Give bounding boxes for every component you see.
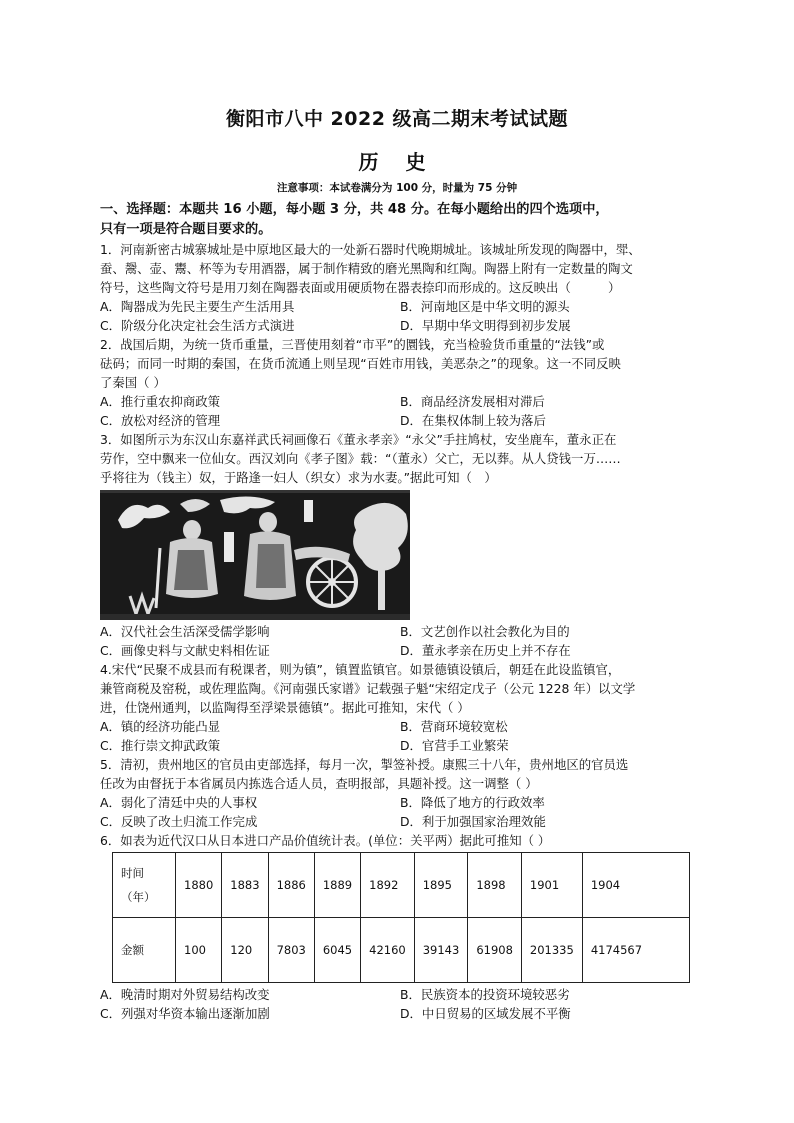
table-header-cell: 金额 [113, 918, 176, 983]
option-b[interactable]: B．商品经济发展相对滞后 [400, 394, 545, 409]
table-cell: 7803 [268, 918, 314, 983]
table-cell: 1883 [222, 853, 268, 918]
table-row [113, 853, 690, 918]
table-cell: 61908 [468, 918, 522, 983]
question-5 [100, 755, 700, 831]
question-line: 劳作，空中飘来一位仙女。西汉刘向《孝子图》载：“（董永）父亡，无以葬。从人贷钱一万…… [100, 451, 621, 466]
table-cell: 1895 [414, 853, 468, 918]
option-c[interactable]: C．阶级分化决定社会生活方式演进 [100, 318, 295, 333]
table-cell: 201335 [521, 918, 582, 983]
options [100, 297, 700, 335]
table-cell: 4174567 [582, 918, 689, 983]
option-d[interactable]: D．官营手工业繁荣 [400, 738, 509, 753]
table-cell: 1898 [468, 853, 522, 918]
question-3 [100, 430, 700, 660]
question-line: 了秦国（ ） [100, 375, 166, 390]
table-cell: 1901 [521, 853, 582, 918]
question-4 [100, 660, 700, 755]
question-line: 5．清初，贵州地区的官员由吏部选择，每月一次，掣签补授。康熙三十八年，贵州地区的官员选 [100, 757, 629, 772]
section-heading-line: 只有一项是符合题目要求的。 [100, 222, 272, 237]
stone-relief-image [100, 490, 410, 620]
option-d[interactable]: D．早期中华文明得到初步发展 [400, 318, 571, 333]
option-b[interactable]: B．民族资本的投资环境较恶劣 [400, 987, 570, 1002]
import-value-table [112, 852, 690, 983]
table-cell: 1880 [176, 853, 222, 918]
question-line: 3．如图所示为东汉山东嘉祥武氏祠画像石《董永孝亲》“永父”手拄鸠杖，安坐鹿车，董永正在 [100, 432, 617, 447]
section-heading [100, 200, 700, 240]
options [100, 622, 700, 660]
option-d[interactable]: D．中日贸易的区域发展不平衡 [400, 1006, 571, 1021]
options [100, 717, 700, 755]
option-c[interactable]: C．画像史料与文献史料相佐证 [100, 643, 270, 658]
table-cell: 1892 [361, 853, 415, 918]
option-d[interactable]: D．董永孝亲在历史上并不存在 [400, 643, 571, 658]
question-line: 1．河南新密古城寨城址是中原地区最大的一处新石器时代晚期城址。该城址所发现的陶器中，斝、 [100, 242, 641, 257]
option-a[interactable]: A．弱化了清廷中央的人事权 [100, 795, 258, 810]
question-line: 4.宋代“民聚不成县而有税课者，则为镇”，镇置监镇官。如景德镇设镇后，朝廷在此设监镇官， [100, 662, 621, 677]
options [100, 392, 700, 430]
option-d[interactable]: D．在集权体制上较为落后 [400, 413, 546, 428]
table-cell: 6045 [314, 918, 360, 983]
option-c[interactable]: C．放松对经济的管理 [100, 413, 221, 428]
question-6 [100, 831, 700, 1023]
table-header-cell [113, 853, 176, 918]
table-cell: 1886 [268, 853, 314, 918]
option-c[interactable]: C．反映了改土归流工作完成 [100, 814, 258, 829]
option-c[interactable]: C．列强对华资本输出逐渐加剧 [100, 1006, 270, 1021]
options [100, 985, 700, 1023]
option-a[interactable]: A．晚清时期对外贸易结构改变 [100, 987, 270, 1002]
option-b[interactable]: B．营商环境较宽松 [400, 719, 508, 734]
question-1 [100, 240, 700, 335]
table-cell: 1889 [314, 853, 360, 918]
table-row [113, 918, 690, 983]
row-label-unit: （年） [121, 890, 156, 904]
question-line: 2．战国后期，为统一货币重量，三晋使用刻着“市平”的圜钱，充当检验货币重量的“法钱”或 [100, 337, 605, 352]
question-line: 6．如表为近代汉口从日本进口产品价值统计表。(单位：关平两）据此可推知（ ） [100, 833, 551, 848]
option-d[interactable]: D．利于加强国家治理效能 [400, 814, 546, 829]
exam-notice: 注意事项：本试卷满分为 100 分，时量为 75 分钟 [276, 182, 518, 194]
table-cell: 1904 [582, 853, 689, 918]
exam-content [100, 200, 700, 1023]
option-b[interactable]: B．河南地区是中华文明的源头 [400, 299, 570, 314]
question-line: 进，仕饶州通判，以监陶得至浮梁景德镇”。据此可推知，宋代（ ） [100, 700, 470, 715]
table-cell: 42160 [361, 918, 415, 983]
table-cell: 100 [176, 918, 222, 983]
row-label: 时间 [121, 866, 144, 880]
option-a[interactable]: A．汉代社会生活深受儒学影响 [100, 624, 270, 639]
question-line: 兼管商税及窑税，或佐理监陶。《河南强氏家谱》记载强子魁“宋绍定戊子（公元 1228 年）以文学 [100, 681, 636, 696]
table-cell: 39143 [414, 918, 468, 983]
section-heading-line: 一、选择题：本题共 16 小题，每小题 3 分，共 48 分。在每小题给出的四个选项中， [100, 202, 609, 217]
question-line: 蚕、鬶、壶、鬻、杯等为专用酒器，属于制作精致的磨光黑陶和红陶。陶器上附有一定数量的陶文 [100, 261, 633, 276]
question-line: 任改为由督抚于本省属员内拣选合适人员，查明报部，具题补授。这一调整（ ） [100, 776, 538, 791]
question-line: 符号，这些陶文符号是用刀刻在陶器表面或用硬质物在器表捺印而形成的。这反映出（ ） [100, 280, 621, 295]
option-a[interactable]: A．推行重农抑商政策 [100, 394, 220, 409]
question-line: 砝码；而同一时期的秦国，在货币流通上则呈现“百姓市用钱，美恶杂之”的现象。这一不同反映 [100, 356, 621, 371]
table-cell: 120 [222, 918, 268, 983]
question-2 [100, 335, 700, 430]
option-a[interactable]: A．陶器成为先民主要生产生活用具 [100, 299, 295, 314]
option-b[interactable]: B．降低了地方的行政效率 [400, 795, 545, 810]
question-line: 乎将往为（钱主）奴，于路逢一妇人（织女）求为水妻。”据此可知（ ） [100, 470, 497, 485]
option-b[interactable]: B．文艺创作以社会教化为目的 [400, 624, 570, 639]
subject-title: 历 史 [358, 150, 436, 174]
option-a[interactable]: A．镇的经济功能凸显 [100, 719, 220, 734]
options [100, 793, 700, 831]
option-c[interactable]: C．推行崇文抑武政策 [100, 738, 221, 753]
exam-title: 衡阳市八中 2022 级高二期末考试试题 [225, 108, 569, 130]
